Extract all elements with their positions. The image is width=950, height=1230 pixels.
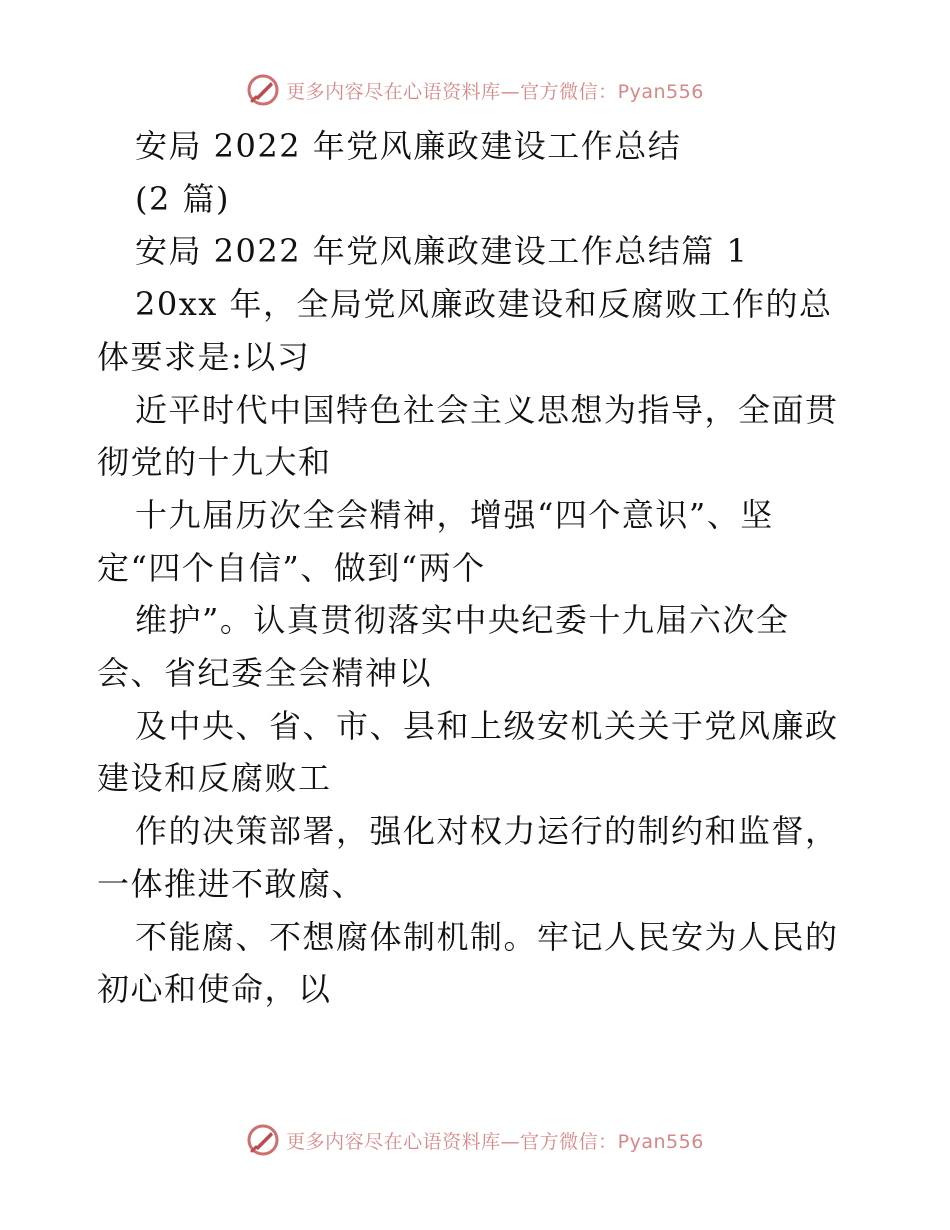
document-text-line: 维护”。认真贯彻落实中央纪委十九届六次全 (135, 601, 790, 640)
document-text-line: 会、省纪委全会精神以 (97, 654, 433, 693)
document-text-line: 定“四个自信”、做到“两个 (97, 548, 486, 587)
document-text-line: 初心和使命，以 (97, 970, 332, 1009)
document-text-line: 彻党的十九大和 (97, 443, 332, 482)
watermark-text: 更多内容尽在心语资料库—官方微信：Pyan556 (286, 1130, 704, 1153)
watermark-inner (246, 1123, 704, 1157)
document-text-line: 一体推进不敢腐、 (97, 864, 366, 903)
watermark-banner-bottom (0, 1120, 950, 1160)
quill-seal-icon (246, 73, 280, 107)
document-text-line: 20xx 年，全局党风廉政建设和反腐败工作的总 (135, 285, 833, 324)
document-text-line: 十九届历次全会精神，增强“四个意识”、坚 (135, 495, 774, 534)
document-text-line: (2 篇) (135, 179, 231, 218)
watermark-inner (246, 73, 704, 107)
document-text-line: 体要求是:以习 (97, 337, 311, 376)
watermark-banner-top (0, 70, 950, 110)
document-text-line: 建设和反腐败工 (97, 759, 332, 798)
document-text-line: 近平时代中国特色社会主义思想为指导，全面贯 (135, 390, 839, 429)
document-text-line: 作的决策部署，强化对权力运行的制约和监督， (135, 812, 839, 851)
document-body (97, 120, 857, 1016)
document-text-line: 及中央、省、市、县和上级安机关关于党风廉政 (135, 706, 839, 745)
quill-seal-icon (246, 1123, 280, 1157)
document-title-line: 安局 2022 年党风廉政建设工作总结 (135, 127, 682, 165)
document-text-line: 不能腐、不想腐体制机制。牢记人民安为人民的 (135, 917, 839, 956)
watermark-text: 更多内容尽在心语资料库—官方微信：Pyan556 (286, 80, 704, 103)
document-text-line: 安局 2022 年党风廉政建设工作总结篇 1 (135, 232, 749, 271)
